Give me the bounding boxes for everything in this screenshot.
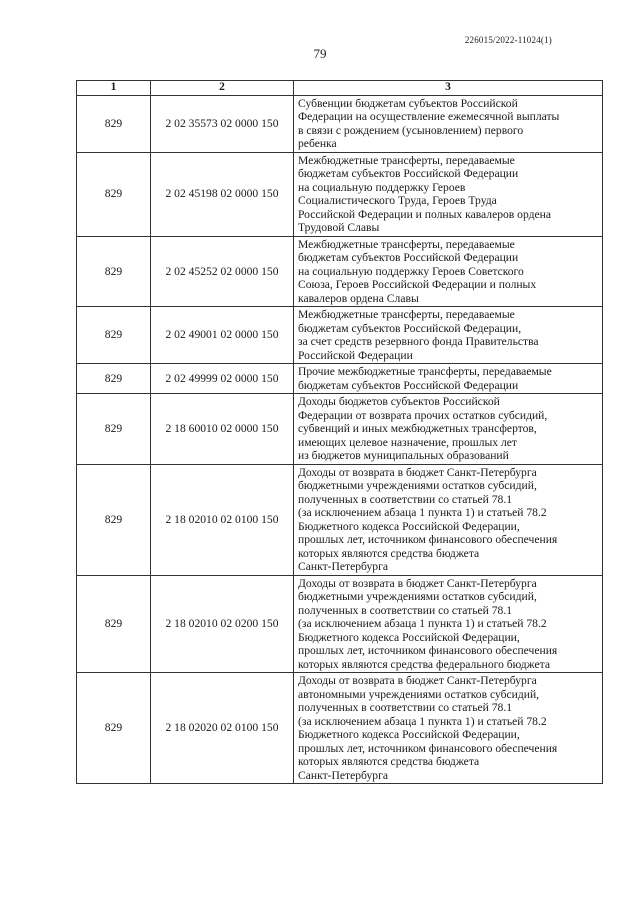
admin-code-cell: 829: [77, 575, 151, 673]
table-row: [77, 236, 603, 307]
revenue-name-line: бюджетными учреждениями остатков субсидий,: [298, 590, 537, 603]
revenue-name-cell: [294, 95, 603, 152]
table-body: [77, 95, 603, 784]
revenue-name-line: из бюджетов муниципальных образований: [298, 449, 509, 462]
revenue-name-line: Трудовой Славы: [298, 221, 380, 234]
table-row: [77, 152, 603, 236]
revenue-name-cell: [294, 394, 603, 465]
revenue-name-line: Союза, Героев Российской Федерации и полных: [298, 278, 537, 291]
budget-code-cell: 2 02 49001 02 0000 150: [151, 307, 294, 364]
table-row: [77, 464, 603, 575]
revenue-name-line: которых являются средства бюджета: [298, 755, 480, 768]
revenue-name-line: субвенций и иных межбюджетных трансфертов,: [298, 422, 537, 435]
admin-code-cell: 829: [77, 673, 151, 784]
revenue-name-line: прошлых лет, источником финансового обеспечения: [298, 533, 558, 546]
table-row: [77, 673, 603, 784]
table-header-row: [77, 81, 603, 96]
revenue-name-line: которых являются средства бюджета: [298, 546, 480, 560]
revenue-name-line: Санкт-Петербурга: [298, 768, 388, 782]
table-row: [77, 364, 603, 394]
revenue-name-line: ребенка: [298, 137, 337, 150]
revenue-name-line: бюджетам субъектов Российской Федерации,: [298, 321, 522, 335]
revenue-name-line: на социальную поддержку Героев: [298, 180, 466, 194]
revenue-name-line: бюджетам субъектов Российской Федерации: [298, 167, 519, 180]
admin-code-cell: 829: [77, 152, 151, 236]
revenue-name-cell: [294, 364, 603, 394]
revenue-name-line: полученных в соответствии со статьей 78.1: [298, 701, 513, 714]
budget-code-cell: 2 18 02020 02 0100 150: [151, 673, 294, 784]
table-row: [77, 95, 603, 152]
revenue-name-line: Социалистического Труда, Героев Труда: [298, 194, 497, 207]
revenue-name-line: (за исключением абзаца 1 пункта 1) и статьей 78.2: [298, 617, 547, 630]
revenue-name-line: полученных в соответствии со статьей 78.1: [298, 492, 513, 506]
revenue-name-cell: [294, 575, 603, 673]
revenue-name-line: Доходы бюджетов субъектов Российской: [298, 395, 500, 408]
budget-code-cell: 2 02 49999 02 0000 150: [151, 364, 294, 394]
table-row: [77, 307, 603, 364]
revenue-name-line: в связи с рождением (усыновлением) первого: [298, 123, 524, 137]
revenue-name-line: Субвенции бюджетам субъектов Российской: [298, 96, 518, 110]
column-header-2: 2: [151, 81, 294, 96]
revenue-name-line: Прочие межбюджетные трансферты, передаваемые: [298, 365, 552, 378]
revenue-name-line: Доходы от возврата в бюджет Санкт-Петербурга: [298, 465, 537, 479]
revenue-name-line: за счет средств резервного фонда Правительства: [298, 335, 539, 348]
column-header-3: 3: [294, 81, 603, 96]
document-id: 226015/2022-11024(1): [464, 35, 552, 45]
revenue-name-line: Бюджетного кодекса Российской Федерации,: [298, 519, 520, 533]
budget-code-cell: 2 18 60010 02 0000 150: [151, 394, 294, 465]
revenue-name-line: Межбюджетные трансферты, передаваемые: [298, 153, 515, 167]
revenue-name-line: имеющих целевое назначение, прошлых лет: [298, 435, 517, 449]
revenue-name-line: Федерации на осуществление ежемесячной выплаты: [298, 110, 560, 123]
table-row: [77, 394, 603, 465]
admin-code-cell: 829: [77, 307, 151, 364]
revenue-name-cell: [294, 464, 603, 575]
admin-code-cell: 829: [77, 464, 151, 575]
revenue-name-line: Доходы от возврата в бюджет Санкт-Петербурга: [298, 576, 537, 590]
revenue-name-line: Федерации от возврата прочих остатков субсидий,: [298, 408, 548, 422]
revenue-name-line: бюджетными учреждениями остатков субсидий,: [298, 479, 537, 492]
table-row: [77, 575, 603, 673]
revenue-name-cell: [294, 236, 603, 307]
page-number: 79: [313, 46, 327, 61]
admin-code-cell: 829: [77, 394, 151, 465]
budget-code-cell: 2 02 35573 02 0000 150: [151, 95, 294, 152]
revenue-name-cell: [294, 673, 603, 784]
revenue-name-line: Российской Федерации и полных кавалеров ордена: [298, 207, 552, 221]
revenue-name-line: (за исключением абзаца 1 пункта 1) и статьей 78.2: [298, 714, 547, 728]
revenue-name-line: Российской Федерации: [298, 348, 413, 362]
revenue-name-line: автономными учреждениями остатков субсидий,: [298, 687, 540, 701]
revenue-name-line: Бюджетного кодекса Российской Федерации,: [298, 630, 520, 644]
column-header-1: 1: [77, 81, 151, 96]
revenue-name-line: которых являются средства федерального бюджета: [298, 657, 551, 671]
revenue-name-cell: [294, 307, 603, 364]
revenue-name-line: прошлых лет, источником финансового обеспечения: [298, 741, 558, 755]
revenue-name-line: на социальную поддержку Героев Советского: [298, 264, 524, 278]
revenue-name-line: (за исключением абзаца 1 пункта 1) и статьей 78.2: [298, 506, 547, 519]
budget-code-cell: 2 18 02010 02 0100 150: [151, 464, 294, 575]
revenue-name-line: прошлых лет, источником финансового обеспечения: [298, 644, 558, 657]
admin-code-cell: 829: [77, 236, 151, 307]
revenue-name-line: кавалеров ордена Славы: [298, 291, 419, 305]
revenue-name-line: бюджетам субъектов Российской Федерации: [298, 378, 519, 392]
revenue-name-line: Межбюджетные трансферты, передаваемые: [298, 308, 515, 321]
revenue-name-cell: [294, 152, 603, 236]
admin-code-cell: 829: [77, 364, 151, 394]
revenue-name-line: Бюджетного кодекса Российской Федерации,: [298, 728, 520, 741]
budget-code-cell: 2 02 45252 02 0000 150: [151, 236, 294, 307]
revenue-name-line: Санкт-Петербурга: [298, 560, 388, 573]
budget-classification-table: [76, 80, 603, 784]
budget-code-cell: 2 02 45198 02 0000 150: [151, 152, 294, 236]
revenue-name-line: бюджетам субъектов Российской Федерации: [298, 251, 519, 264]
revenue-name-line: Доходы от возврата в бюджет Санкт-Петербурга: [298, 674, 537, 687]
revenue-name-line: Межбюджетные трансферты, передаваемые: [298, 237, 515, 251]
budget-code-cell: 2 18 02010 02 0200 150: [151, 575, 294, 673]
revenue-name-line: полученных в соответствии со статьей 78.1: [298, 603, 513, 617]
admin-code-cell: 829: [77, 95, 151, 152]
